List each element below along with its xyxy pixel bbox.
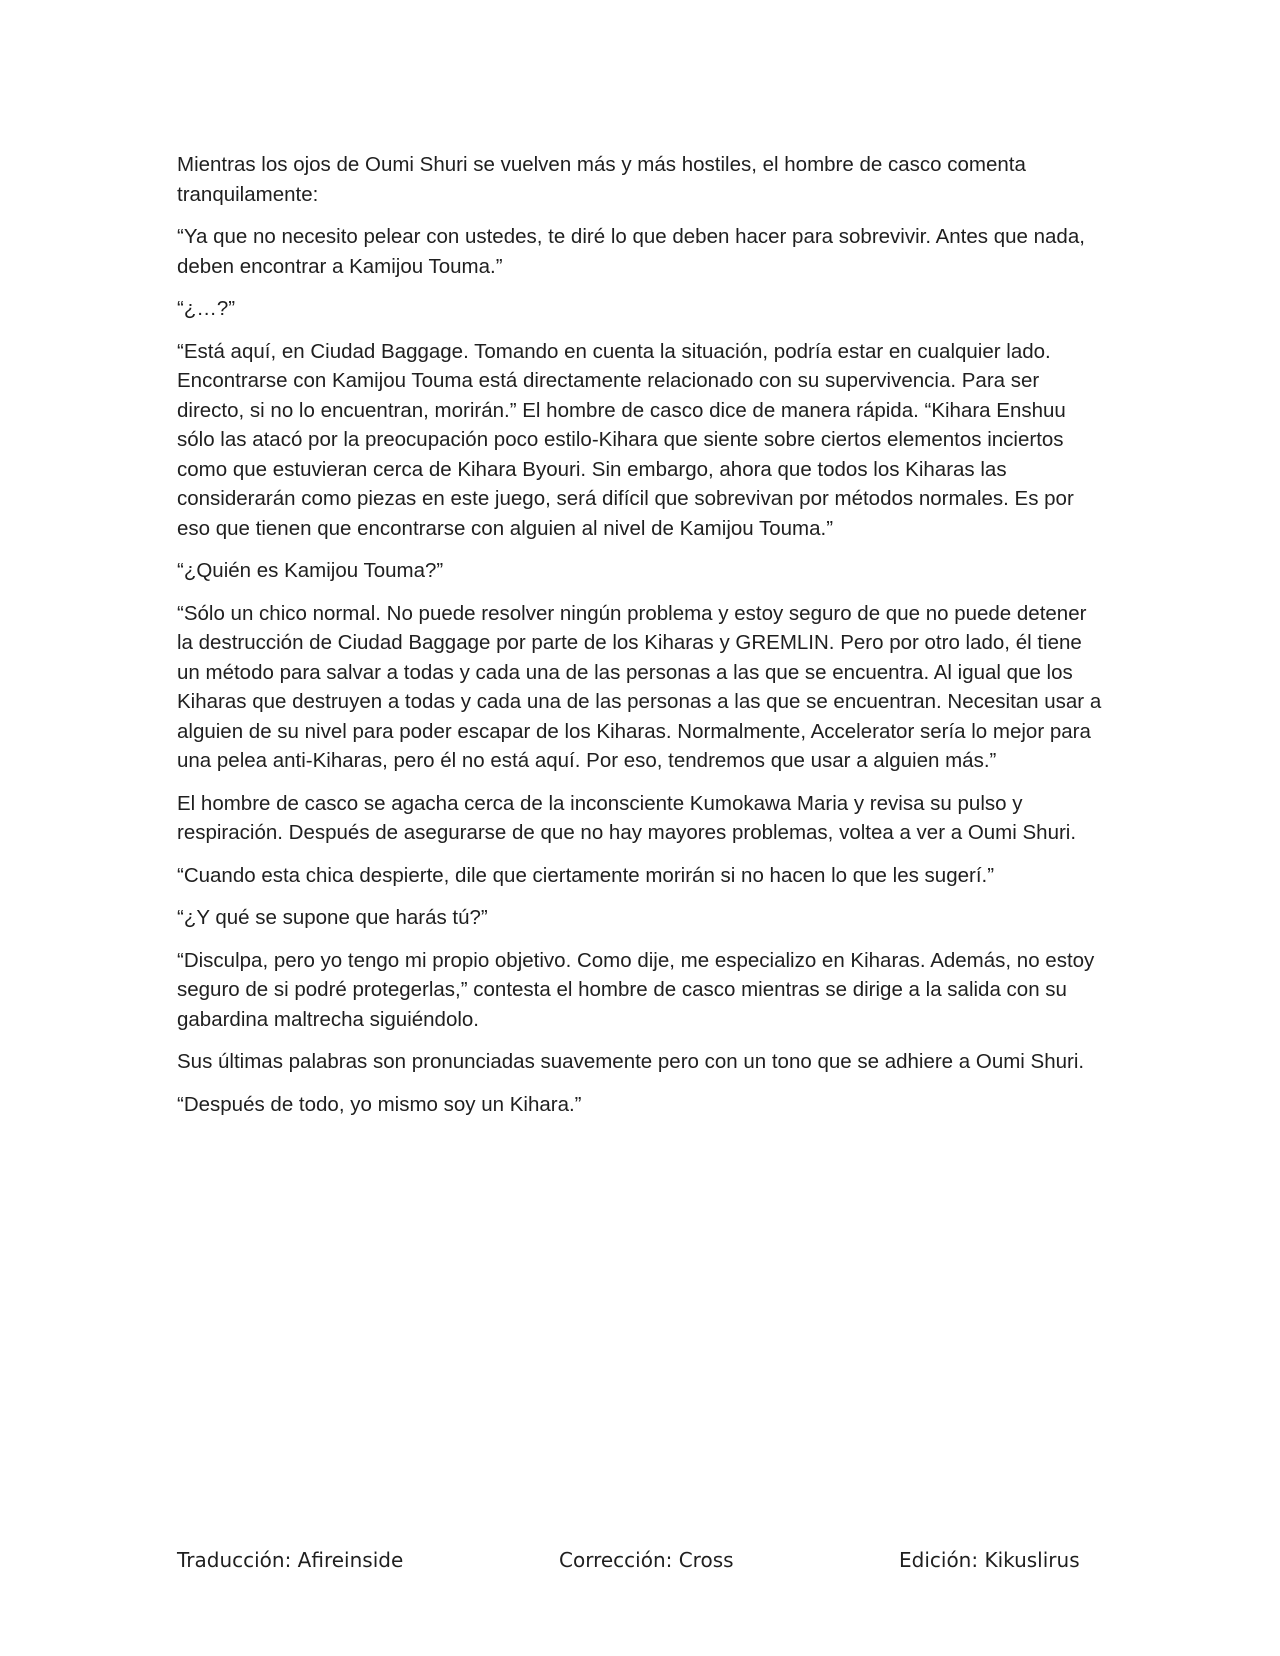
paragraph: “Después de todo, yo mismo soy un Kihara.”	[177, 1092, 582, 1116]
paragraph: Sus últimas palabras son pronunciadas suavemente pero con un tono que se adhiere a Oumi Shuri.	[177, 1050, 1085, 1073]
paragraph: “Cuando esta chica despierte, dile que ciertamente morirán si no hacen lo que les sugerí.”	[177, 863, 995, 887]
translation-credit: Traducción: Afireinside	[177, 1548, 404, 1572]
body-text	[177, 150, 1103, 1132]
credits-footer	[177, 1548, 1103, 1578]
correction-credit: Corrección: Cross	[559, 1548, 734, 1572]
paragraph: “Disculpa, pero yo tengo mi propio objetivo. Como dije, me especializo en Kiharas. Además, no estoy seguro de si podré protegerlas,” contesta el hombre de casco mientras se dirige a la salida con su gabardina maltrecha siguiéndolo.	[177, 948, 1095, 1031]
paragraph: “Ya que no necesito pelear con ustedes, te diré lo que deben hacer para sobrevivir. Antes que nada, deben encontrar a Kamijou Touma.”	[177, 225, 1085, 278]
paragraph: “¿…?”	[177, 297, 236, 320]
paragraph: “Está aquí, en Ciudad Baggage. Tomando en cuenta la situación, podría estar en cualquier lado. Encontrarse con Kamijou Touma está directamente relacionado con su supervivencia. Para ser directo, si no lo encuentran, morirán.” El hombre de casco dice de manera rápida. “Kihara Enshuu sólo las atacó por la preocupación poco estilo-Kihara que siente sobre ciertos elementos inciertos como que estuvieran cerca de Kihara Byouri. Sin embargo, ahora que todos los Kiharas las considerarán como piezas en este juego, será difícil que sobrevivan por métodos normales. Es por eso que tienen que encontrarse con alguien al nivel de Kamijou Touma.”	[177, 339, 1074, 540]
paragraph: “¿Y qué se supone que harás tú?”	[177, 906, 488, 929]
paragraph: “Sólo un chico normal. No puede resolver ningún problema y estoy seguro de que no puede detener la destrucción de Ciudad Baggage por parte de los Kiharas y GREMLIN. Pero por otro lado, él tiene un método para salvar a todas y cada una de las personas a las que se encuentra. Al igual que los Kiharas que destruyen a todas y cada una de las personas a las que se encuentran. Necesitan usar a alguien de su nivel para poder escapar de los Kiharas. Normalmente, Accelerator sería lo mejor para una pelea anti-Kiharas, pero él no está aquí. Por eso, tendremos que usar a alguien más.”	[177, 601, 1102, 772]
edition-credit: Edición: Kikuslirus	[899, 1548, 1080, 1572]
paragraph: Mientras los ojos de Oumi Shuri se vuelven más y más hostiles, el hombre de casco comenta tranquilamente:	[177, 153, 1026, 206]
paragraph: “¿Quién es Kamijou Touma?”	[177, 559, 444, 582]
paragraph: El hombre de casco se agacha cerca de la inconsciente Kumokawa Maria y revisa su pulso y respiración. Después de asegurarse de que no hay mayores problemas, voltea a ver a Oumi Shuri.	[177, 791, 1077, 844]
